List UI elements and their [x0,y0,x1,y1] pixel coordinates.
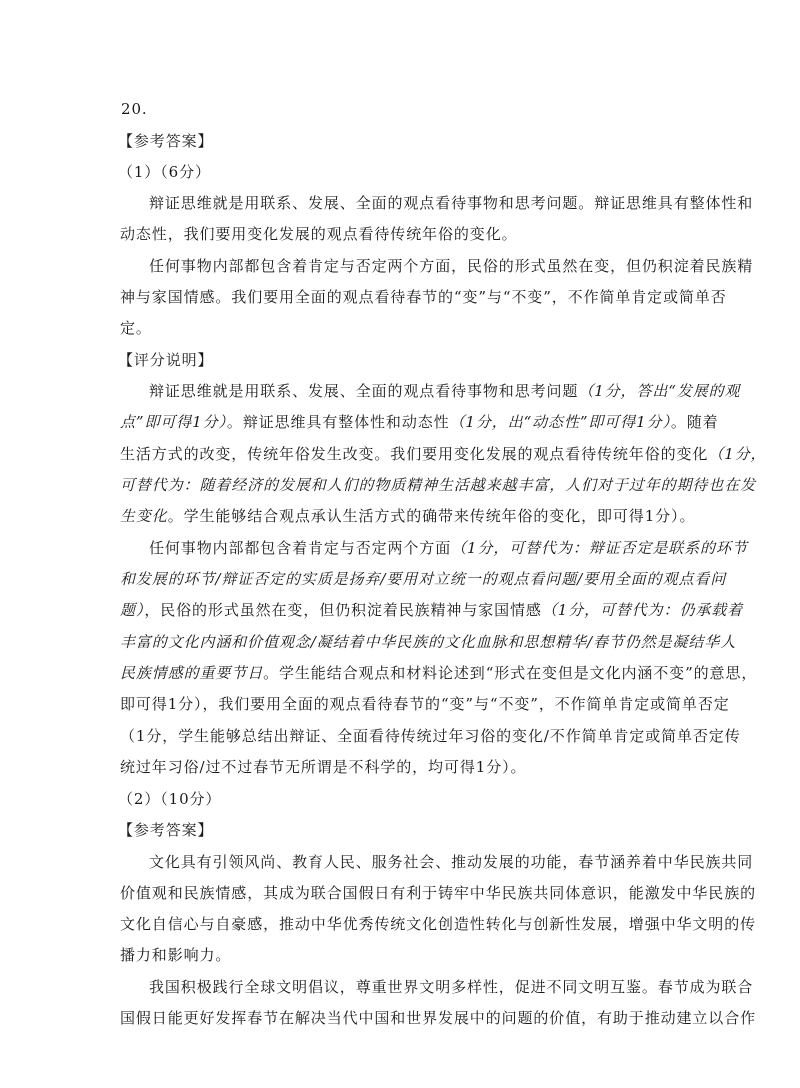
text-run: 。随着 [670,413,719,431]
scoring-line [149,381,740,401]
scoring-line [149,538,748,558]
question-number: 20. [121,100,148,118]
scoring-line [120,757,526,777]
italic-text-run: （1分，可替代为：仍承载着 [541,601,744,619]
text-line: 我国积极践行全球文明倡议，尊重世界文明多样性，促进不同文明互鉴。春节成为联合 [149,978,754,996]
text-run: 。学生能结合观点和材料论述到“形式在变但是文化内涵不变”的意思， [263,664,758,682]
scoring-line [120,475,756,495]
text-run: 任何事物内部都包含着肯定与否定两个方面 [149,539,452,557]
scoring-line [120,726,741,746]
text-line: 文化自信心与自豪感，推动中华优秀传统文化创造性转化与创新性发展，增强中华文明的传 [120,915,757,933]
italic-text-run: （1分， [708,445,767,463]
text-line: 国假日能更好发挥春节在解决当代中国和世界发展中的问题的价值，有助于推动建立以合作 [120,1009,757,1027]
scoring-line [120,632,736,652]
text-run: 。学生能够结合观点承认生活方式的确带来传统年俗的变化，即可得1分）。 [167,507,696,525]
part2-answer-heading: 【参考答案】 [118,821,214,839]
italic-text-run: （1分，可替代为：辩证否定是联系的环节 [451,539,748,557]
text-line: 播力和影响力。 [120,946,232,964]
text-line: 神与家国情感。我们要用全面的观点看待春节的“变”与“不变”，不作简单肯定或简单否 [120,288,727,306]
scoring-line [120,506,695,526]
text-line: 动态性，我们要用变化发展的观点看待传统年俗的变化。 [120,225,518,243]
italic-text-run: 民族情感的重要节日 [120,664,264,682]
italic-text-run: 点”即可得1分） [120,413,227,431]
text-line: 任何事物内部都包含着肯定与否定两个方面，民俗的形式虽然在变，但仍积淀着民族精 [149,257,754,275]
text-run: （1分，学生能够总结出辩证、全面看待传统过年习俗的变化/不作简单肯定或简单否定传 [120,727,741,745]
italic-text-run: 丰富的文化内涵和价值观念/凝结着中华民族的文化血脉和思想精华/春节仍然是凝结华人 [120,633,737,651]
italic-text-run: （1分，出“动态性”即可得1分） [449,413,671,431]
text-run: 。辩证思维具有整体性和动态性 [226,413,450,431]
part1-label: （1）（6分） [118,163,211,181]
italic-text-run: （1分，答出“发展的观 [578,382,741,400]
text-run: 即可得1分），我们要用全面的观点看待春节的“变”与“不变”，不作简单肯定或简单否定 [120,695,730,713]
italic-text-run: 和发展的环节/辩证否定的实质是扬弃/要用对立统一的观点看问题/要用全面的观点看问 [120,570,727,588]
italic-text-run: 可替代为：随着经济的发展和人们的物质精神生活越来越丰富，人们对于过年的期待也在发 [120,476,757,494]
text-line: 文化具有引领风尚、教育人民、服务社会、推动发展的功能，春节涵养着中华民族共同 [149,853,754,871]
text-run: ，民俗的形式虽然在变，但仍积淀着民族精神与家国情感 [144,601,542,619]
text-line: 辩证思维就是用联系、发展、全面的观点看待事物和思考问题。辩证思维具有整体性和 [149,194,754,212]
text-run: 生活方式的改变，传统年俗发生改变。我们要用变化发展的观点看待传统年俗的变化 [120,445,709,463]
scoring-line [120,412,719,432]
scoring-line [120,663,757,683]
italic-text-run: 生变化 [120,507,168,525]
part1-scoring-heading: 【评分说明】 [118,351,214,369]
text-line: 定。 [120,319,152,337]
text-run: 辩证思维就是用联系、发展、全面的观点看待事物和思考问题 [149,382,579,400]
scoring-line [120,694,730,714]
text-line: 价值观和民族情感，其成为联合国假日有利于铸牢中华民族共同体意识，能激发中华民族的 [120,884,757,902]
italic-text-run: 题） [120,601,145,619]
scoring-line [120,600,743,620]
text-run: 统过年习俗/过不过春节无所谓是不科学的，均可得1分）。 [120,758,527,776]
scoring-line [120,444,766,464]
part1-answer-heading: 【参考答案】 [118,132,214,150]
part2-label: （2）（10分） [118,790,222,808]
scoring-line [120,569,726,589]
